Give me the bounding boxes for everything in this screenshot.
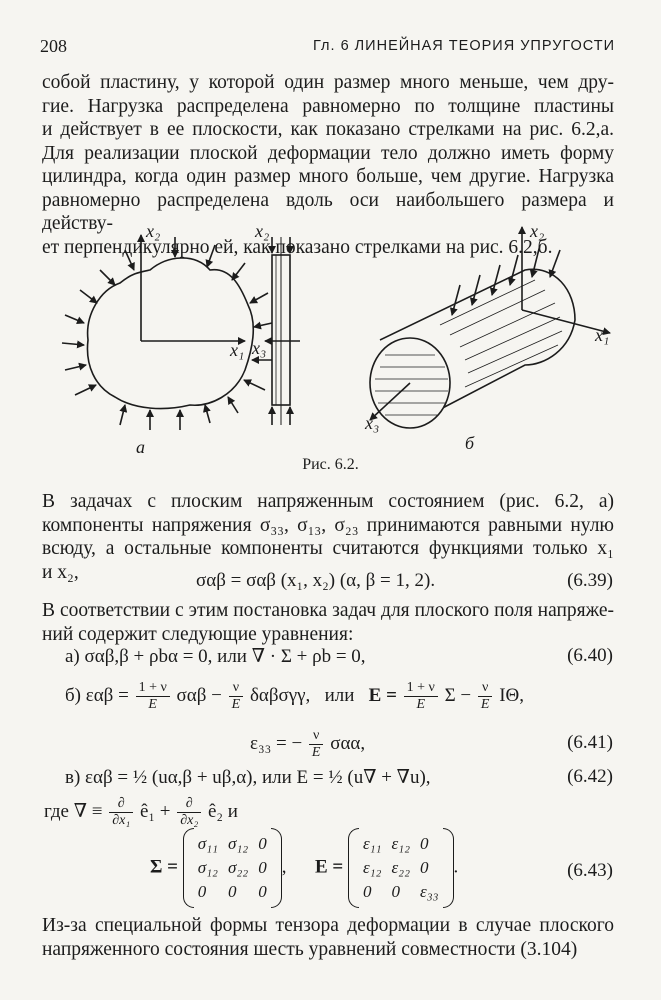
matrix-cell: 0	[420, 858, 429, 877]
matrix-cell: ε₃₃	[420, 882, 439, 901]
matrix-cell: ε₂₂	[391, 858, 410, 877]
fraction-numerator: 1 + ν	[136, 680, 170, 697]
text-line: В соответствии с этим постановка задач для плоского поля напряже-	[42, 600, 614, 621]
eq-text: E =	[314, 856, 344, 878]
matrix-cell: ε₁₂	[391, 834, 410, 853]
text-line: Из-за специальной формы тензора деформации в случае плоского	[42, 915, 614, 936]
equation-number-6-42: (6.42)	[567, 766, 613, 787]
matrix-cell: σ₁₂	[197, 858, 218, 877]
fraction-denominator: E	[480, 697, 490, 712]
fraction	[109, 796, 133, 829]
text-line: и x₂,	[42, 561, 79, 583]
matrix-cell: ε₁₁	[362, 834, 382, 853]
equation-6-40: а) σαβ,β + ρbα = 0, или ∇ · Σ + ρb = 0,	[65, 646, 366, 667]
fraction-numerator: ν	[478, 680, 493, 697]
text-line: и действует в ее плоскости, как показано стрелками на рис. 6.2,а.	[42, 119, 614, 140]
equation-number-6-39: (6.39)	[567, 570, 613, 591]
fraction-denominator: E	[416, 697, 426, 712]
figure-caption: Рис. 6.2.	[302, 456, 359, 473]
cylinder-figure-b	[370, 227, 610, 428]
paragraph-4	[42, 914, 614, 961]
fraction-numerator: ∂	[177, 796, 201, 813]
eq-text: IΘ,	[499, 684, 525, 706]
fraction-denominator: E	[311, 745, 321, 760]
equation-6-43: Σ = σ₁₁ σ₁₂ 0 σ₁₂ σ₂₂ 0 0 0 0 , E = ε₁₁ ε₁₂ 0 ε₁₂ ε₂₂ 0 0 0 ε₃₃ .	[150, 832, 458, 904]
subfigure-label-a: а	[136, 437, 145, 457]
equation-number-6-43: (6.43)	[567, 860, 613, 881]
text-line: В задачах с плоским напряженным состоянием (рис. 6.2, а)	[42, 491, 614, 512]
axis-label-x1-b: x₁	[595, 325, 610, 345]
fraction-numerator: ν	[229, 680, 244, 697]
eq-text: E =	[368, 684, 397, 706]
eq-text: σαβ −	[176, 684, 222, 706]
text-line: компоненты напряжения σ₃₃, σ₁₃, σ₂₃ принимаются равными нулю	[42, 514, 614, 536]
eq-text: ê₂ и	[207, 800, 238, 822]
eq-or: или	[324, 684, 355, 706]
epsilon-matrix	[348, 832, 454, 904]
fraction-denominator: ∂x₂	[180, 813, 199, 828]
fraction-denominator: ∂x₁	[112, 813, 131, 828]
axis-label-x3-mid: x₃	[252, 338, 267, 358]
text-line: ний содержит следующие уравнения:	[42, 623, 354, 645]
figure-6-2	[40, 215, 620, 465]
page-number: 208	[40, 36, 67, 56]
fraction	[404, 680, 438, 713]
fraction	[177, 796, 201, 829]
matrix-cell: 0	[258, 882, 267, 901]
axis-label-x2-mid: x₂	[255, 221, 270, 241]
matrix-cell: 0	[391, 882, 400, 901]
matrix-cell: σ₁₂	[227, 834, 249, 853]
matrix-cell: 0	[362, 882, 372, 901]
equation-nabla-definition	[44, 796, 238, 829]
eq-text: где ∇ ≡	[44, 800, 103, 822]
eq-text: Σ =	[150, 856, 178, 878]
matrix-cell: 0	[258, 858, 267, 877]
fraction-denominator: E	[148, 697, 157, 712]
axis-label-x3-b: x₃	[365, 413, 380, 433]
paragraph-3	[42, 599, 614, 646]
fraction-numerator: 1 + ν	[404, 680, 438, 697]
matrix-cell: 0	[420, 834, 429, 853]
text-line: Для реализации плоской деформации тело должно иметь форму	[42, 142, 614, 164]
plate-side-view	[265, 237, 300, 425]
eq-text: δαβσγγ,	[249, 684, 311, 706]
eq-text: ε₃₃ = −	[250, 732, 303, 754]
matrix-cell: σ₂₂	[227, 858, 249, 877]
text-line: всюду, а остальные компоненты считаются функциями только x₁	[42, 538, 614, 559]
fraction	[136, 680, 170, 713]
equation-number-6-41: (6.41)	[567, 732, 613, 753]
fraction-denominator: E	[231, 697, 241, 712]
fraction	[309, 728, 324, 761]
figure-drawing	[40, 215, 620, 465]
matrix-cell: ε₁₂	[362, 858, 382, 877]
plate-figure-a	[62, 235, 272, 430]
eq-text: σαα,	[330, 732, 366, 754]
equation-6-39: σαβ = σαβ (x₁, x₂) (α, β = 1, 2).	[196, 570, 436, 591]
page-header	[40, 36, 615, 60]
sigma-matrix	[183, 832, 282, 904]
equation-number-6-40: (6.40)	[567, 645, 613, 666]
fraction-numerator: ν	[309, 728, 324, 745]
fraction-numerator: ∂	[109, 796, 133, 813]
text-line: собой пластину, у которой один размер много меньше, чем дру-	[42, 72, 614, 93]
text-line: цилиндра, когда один размер много больше, чем другие. Нагрузка	[42, 166, 614, 187]
eq-text: ê₁ +	[139, 800, 171, 822]
equation-6-42: в) εαβ = ½ (uα,β + uβ,α), или E = ½ (u∇ + ∇u),	[65, 767, 431, 788]
fraction	[229, 680, 244, 713]
text-line: напряженного состояния шесть уравнений совместности (3.104)	[42, 938, 578, 960]
eq-text: б) εαβ =	[65, 684, 129, 706]
text-line: ет перпендикулярно ей, как показано стрелками на рис. 6.2,б.	[42, 236, 553, 258]
matrix-cell: 0	[227, 882, 237, 901]
text-line: равномерно распределена вдоль оси наибольшего размера и действу-	[42, 189, 614, 234]
subfigure-label-b: б	[465, 433, 475, 453]
fraction	[478, 680, 493, 713]
axis-label-x2-b: x₂	[530, 221, 545, 241]
text-line: гие. Нагрузка распределена равномерно по толщине пластины	[42, 95, 614, 117]
axis-label-x1-a: x₁	[230, 340, 245, 360]
eq-text: Σ −	[444, 684, 472, 706]
matrix-cell: σ₁₁	[197, 834, 218, 853]
matrix-cell: 0	[197, 882, 207, 901]
matrix-cell: 0	[258, 834, 267, 853]
equation-6-41-a	[65, 680, 524, 713]
axis-label-x2-a: x₂	[146, 221, 161, 241]
equation-6-41-b	[250, 728, 365, 761]
running-head: Гл. 6 ЛИНЕЙНАЯ ТЕОРИЯ УПРУГОСТИ	[313, 38, 615, 54]
